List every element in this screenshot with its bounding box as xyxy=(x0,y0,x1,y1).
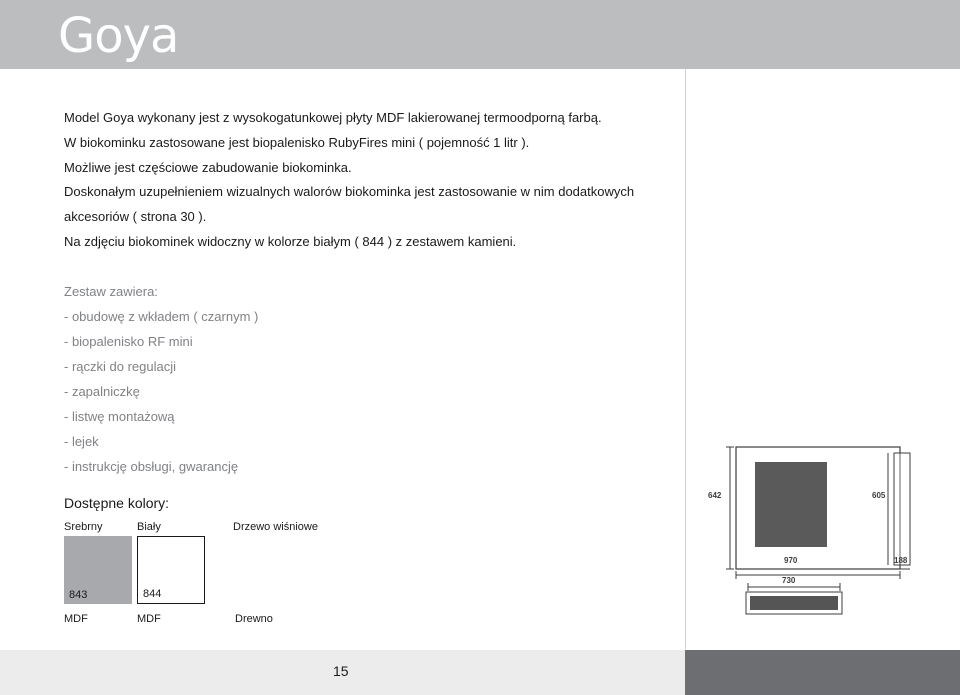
description-block xyxy=(64,106,674,255)
color-name-cherry: Drzewo wiśniowe xyxy=(233,521,318,533)
set-heading: Zestaw zawiera: xyxy=(64,284,158,299)
header-bar xyxy=(0,0,960,69)
page-title: Goya xyxy=(58,8,179,64)
set-item: - biopalenisko RF mini xyxy=(64,334,193,349)
footer-accent xyxy=(685,650,960,695)
set-item: - obudowę z wkładem ( czarnym ) xyxy=(64,309,259,324)
fireplace-insert xyxy=(755,462,827,547)
description-line: W biokominku zastosowane jest biopalenisko RubyFires mini ( pojemność 1 litr ). xyxy=(64,134,530,150)
dim-height: 642 xyxy=(708,491,722,500)
swatch-silver xyxy=(64,536,132,604)
set-item: - lejek xyxy=(64,434,99,449)
description-line: Doskonałym uzupełnieniem wizualnych walorów biokominka jest zastosowanie w nim dodatkowych xyxy=(64,184,635,200)
dim-width: 970 xyxy=(784,556,798,565)
colors-title: Dostępne kolory: xyxy=(64,495,170,511)
swatch-code: 843 xyxy=(69,589,88,601)
column-divider xyxy=(685,69,686,649)
swatch-white xyxy=(137,536,205,604)
burner-insert xyxy=(750,596,838,610)
set-item: - rączki do regulacji xyxy=(64,359,176,374)
color-name-silver: Srebrny xyxy=(64,521,103,533)
set-item: - instrukcję obsługi, gwarancję xyxy=(64,459,239,474)
color-name-white: Biały xyxy=(137,521,161,533)
material-silver: MDF xyxy=(64,613,88,625)
dim-depth: 188 xyxy=(894,556,908,565)
description-line: Na zdjęciu biokominek widoczny w kolorze białym ( 844 ) z zestawem kamieni. xyxy=(64,233,517,249)
description-line: akcesoriów ( strona 30 ). xyxy=(64,209,207,225)
set-item: - zapalniczkę xyxy=(64,384,140,399)
dim-burner-width: 730 xyxy=(782,576,796,585)
set-item: - listwę montażową xyxy=(64,409,175,424)
fireplace-side-view xyxy=(894,453,910,565)
technical-drawing xyxy=(700,425,940,625)
dim-inner-height: 605 xyxy=(872,491,886,500)
material-cherry: Drewno xyxy=(235,613,273,625)
description-line: Model Goya wykonany jest z wysokogatunkowej płyty MDF lakierowanej termoodporną farbą. xyxy=(64,110,602,125)
page-number: 15 xyxy=(333,663,349,679)
description-line: Możliwe jest częściowe zabudowanie biokominka. xyxy=(64,159,352,175)
swatch-code: 844 xyxy=(143,588,162,600)
material-white: MDF xyxy=(137,613,161,625)
set-contents xyxy=(64,279,464,479)
